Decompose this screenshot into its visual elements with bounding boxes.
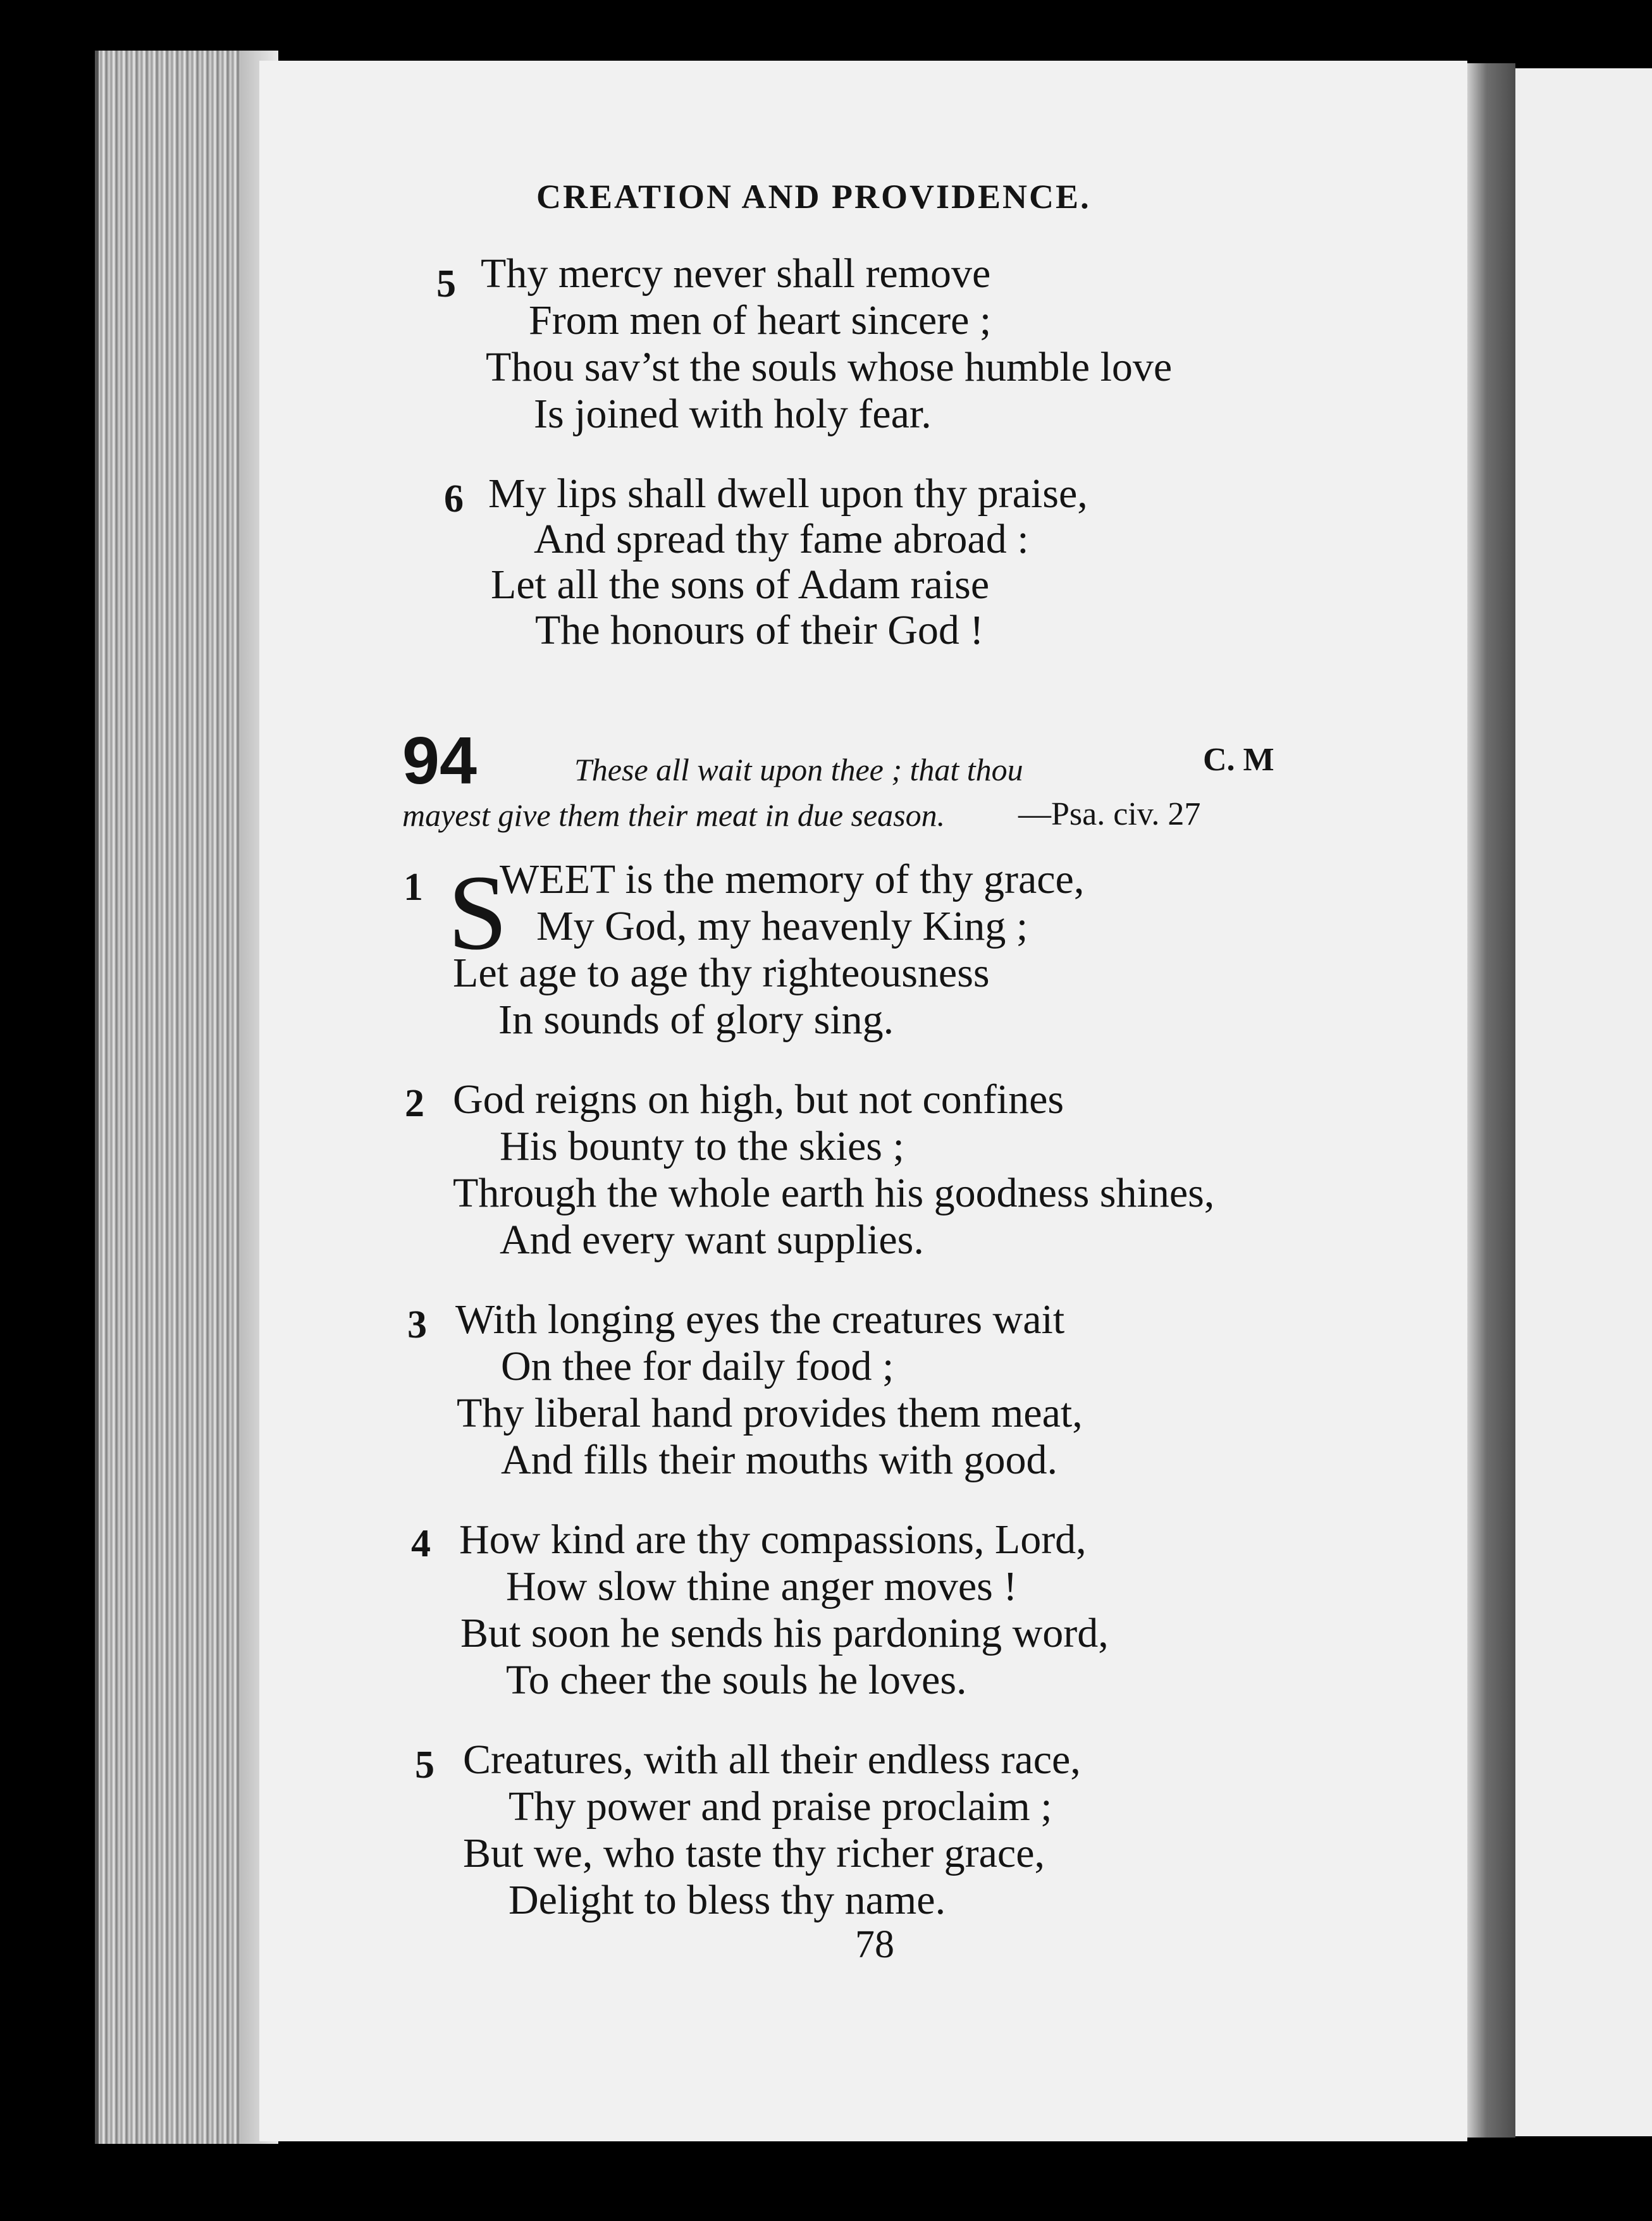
verse-number: 4 xyxy=(411,1522,431,1565)
verse-line: Delight to bless thy name. xyxy=(509,1877,946,1923)
verse-number: 5 xyxy=(436,262,456,305)
verse-line: My lips shall dwell upon thy praise, xyxy=(488,471,1088,517)
verse-line: How slow thine anger moves ! xyxy=(506,1563,1018,1609)
epigraph-line-1: These all wait upon thee ; that thou xyxy=(574,752,1023,787)
drop-cap: S xyxy=(448,853,508,972)
meter-label: C. M xyxy=(1203,742,1274,778)
verse-line: Thy power and praise proclaim ; xyxy=(509,1783,1052,1830)
verse-line: Is joined with holy fear. xyxy=(534,391,932,437)
verse-line: My God, my heavenly King ; xyxy=(536,903,1028,949)
verse-line: Through the whole earth his goodness shines, xyxy=(453,1170,1215,1216)
verse-number: 1 xyxy=(404,866,423,909)
verse-line: With longing eyes the creatures wait xyxy=(455,1296,1065,1343)
verse-line: From men of heart sincere ; xyxy=(529,297,992,343)
verse-line: Thy liberal hand provides them meat, xyxy=(457,1390,1083,1436)
hymn-number: 94 xyxy=(402,723,477,798)
verse-line: But we, who taste thy richer grace, xyxy=(463,1830,1045,1876)
verse-line: WEET is the memory of thy grace, xyxy=(500,856,1085,902)
verse-line: God reigns on high, but not confines xyxy=(453,1076,1064,1123)
epigraph-line-2: mayest give them their meat in due season. xyxy=(402,797,946,833)
verse-line: In sounds of glory sing. xyxy=(498,997,894,1043)
verse-line: To cheer the souls he loves. xyxy=(506,1657,967,1703)
verse-line: On thee for daily food ; xyxy=(501,1343,894,1389)
verse-line: And every want supplies. xyxy=(500,1217,924,1263)
verse-number: 2 xyxy=(405,1082,424,1125)
verse-number: 5 xyxy=(415,1744,435,1787)
running-header: CREATION AND PROVIDENCE. xyxy=(536,178,1091,216)
scripture-reference: —Psa. civ. 27 xyxy=(1018,796,1201,832)
book-gutter xyxy=(1467,63,1515,2138)
verse-line: And fills their mouths with good. xyxy=(501,1437,1057,1483)
verse-line: How kind are thy compassions, Lord, xyxy=(459,1517,1087,1563)
verse-line: Let all the sons of Adam raise xyxy=(491,562,990,608)
verse-line: Thou sav’st the souls whose humble love xyxy=(486,344,1173,390)
verse-number: 6 xyxy=(444,477,464,520)
verse-line: Creatures, with all their endless race, xyxy=(463,1737,1081,1783)
verse-line: Let age to age thy righteousness xyxy=(453,950,990,996)
verse-line: The honours of their God ! xyxy=(535,607,984,653)
verse-line: Thy mercy never shall remove xyxy=(481,250,991,297)
page-number: 78 xyxy=(855,1923,894,1966)
verse-line: But soon he sends his pardoning word, xyxy=(460,1610,1109,1656)
facing-page xyxy=(1515,68,1652,2136)
verse-number: 3 xyxy=(407,1303,427,1346)
verse-line: His bounty to the skies ; xyxy=(500,1123,904,1169)
verse-line: And spread thy fame abroad : xyxy=(534,516,1029,562)
